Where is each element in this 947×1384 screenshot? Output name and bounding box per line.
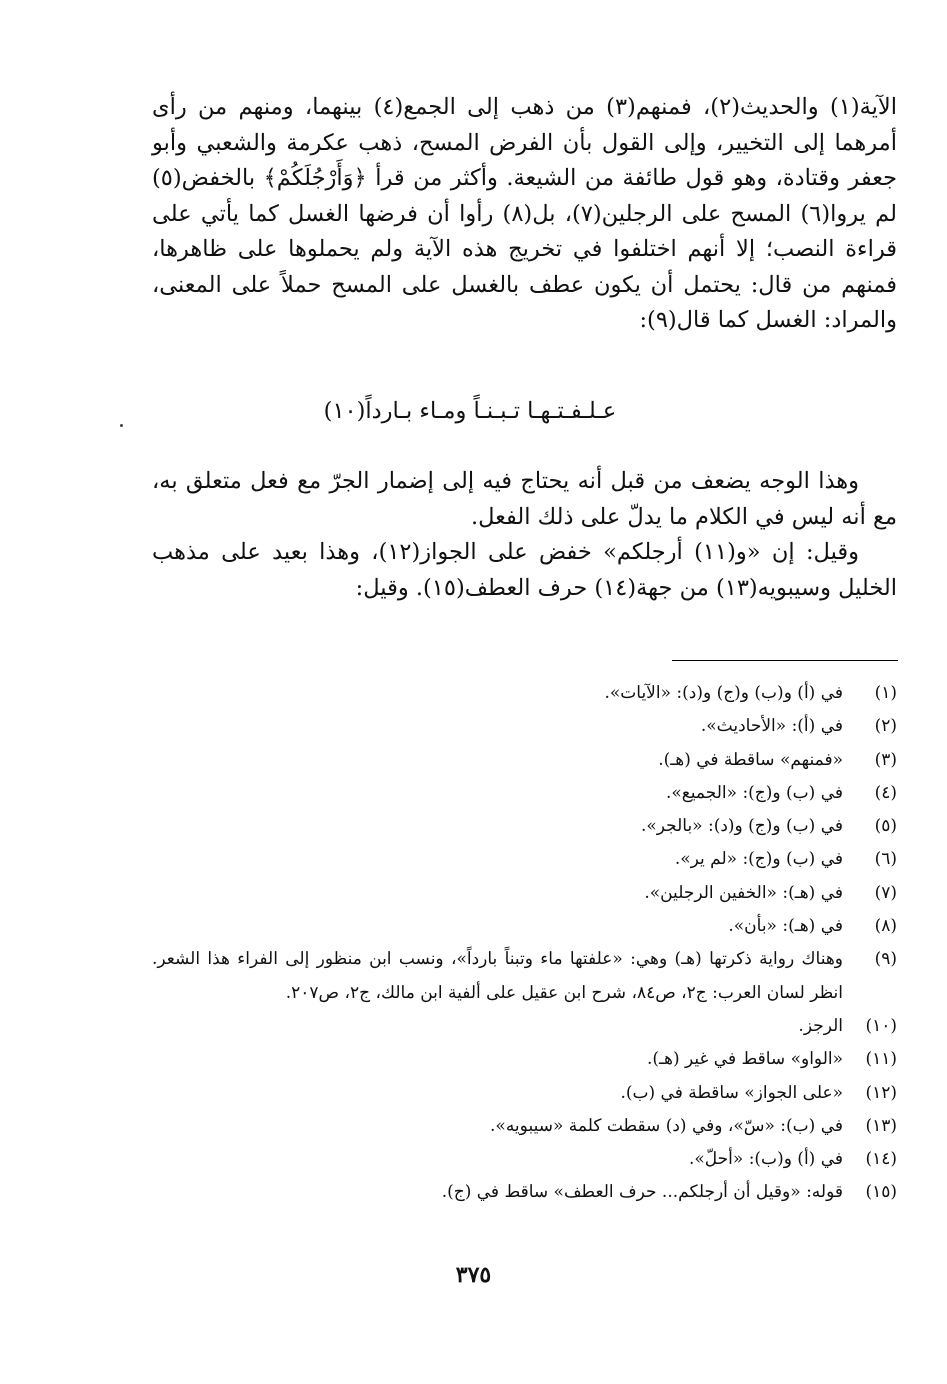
footnote-number: (١٤) [865, 1149, 897, 1170]
paragraph: الآية(١) والحديث(٢)، فمنهم(٣) من ذهب إلى الجمع(٤) بينهما، ومنهم من رأى أمرهما إلى التخيير، وإلى القول بأن الفرض المسح، ذهب عكرمة والشعبي وأبو جعفر وقتادة، وهو قول طائفة من الشيعة. وأكثر من قرأ ﴿وَأَرْجُلَكُمْ﴾ بالخفض(٥) لم يروا(٦) المسح على الرجلين(٧)، بل(٨) رأوا أن فرضها الغسل كما يأتي على قراءة النصب؛ إلا أنهم اختلفوا في تخريج هذه الآية ولم يحملوها على ظاهرها، فمنهم من قال: يحتمل أن يكون عطف بالغسل على المسح حملاً على المعنى، والمراد: الغسل كما قال(٩): [152, 94, 898, 333]
footnote-number: (٤) [874, 782, 897, 803]
footnote-number: (٥) [874, 816, 897, 837]
footnote-text: في (أ) و(ب) و(ج) و(د): «الآيات». [604, 683, 843, 703]
footnote [152, 1043, 897, 1076]
footnote-text: في (ب) و(ج): «الجميع». [665, 782, 843, 803]
stray-ink-dot [120, 424, 123, 427]
main-text-block-continued [152, 464, 897, 606]
footnote-text: الرجز. [798, 1015, 843, 1036]
paragraph: وقيل: إن «و(١١) أرجلكم» خفض على الجواز(١٢)، وهذا بعيد على مذهب الخليل وسيبويه(١٣) من جهة(١٤) حرف العطف(١٥). وقيل: [152, 539, 897, 601]
footnote-number: (١٥) [865, 1182, 897, 1203]
paragraph: وهذا الوجه يضعف من قبل أنه يحتاج فيه إلى إضمار الجرّ مع فعل متعلق به، مع أنه ليس في الكلام ما يدلّ على ذلك الفعل. [152, 468, 897, 530]
footnote-number: (١) [874, 683, 897, 703]
footnote-text: في (ب) و(ج): «لم ير». [674, 849, 843, 870]
footnote-number: (٢) [874, 716, 897, 737]
footnote [152, 777, 897, 810]
page-number: ٣٧٥ [455, 1262, 492, 1288]
footnote [152, 877, 897, 910]
footnote-number: (١٠) [865, 1015, 897, 1036]
footnote-text: «على الجواز» ساقطة في (ب). [620, 1082, 843, 1103]
footnote-divider [672, 660, 898, 661]
footnote [152, 1077, 897, 1110]
footnote [152, 943, 897, 1010]
footnote-number: (١٣) [865, 1115, 897, 1136]
footnote [152, 843, 897, 876]
footnote-text: في (ب) و(ج) و(د): «بالجر». [640, 816, 843, 837]
footnote [152, 1143, 897, 1176]
footnote-text: في (أ) و(ب): «أحلّ». [688, 1149, 843, 1170]
footnote-text: في (هـ): «بأن». [728, 916, 843, 937]
footnote-text: في (هـ): «الخفين الرجلين». [644, 882, 843, 903]
footnotes-list [152, 677, 897, 1210]
main-text-block [152, 90, 897, 339]
footnote-number: (١٢) [865, 1082, 897, 1103]
footnote [152, 1110, 897, 1143]
footnote [152, 1010, 897, 1043]
footnote [152, 710, 897, 743]
footnote [152, 677, 897, 710]
footnote [152, 1176, 897, 1209]
poetry-verse: عـلـفـتـهـا تـبـنـاً ومـاء بـارداً(١٠) [323, 398, 617, 424]
footnote [152, 744, 897, 777]
footnote-number: (٨) [874, 916, 897, 937]
footnote-text: في (ب): «سّ»، وفي (د) سقطت كلمة «سيبويه». [490, 1115, 843, 1136]
footnote-text: «فمنهم» ساقطة في (هـ). [658, 749, 843, 770]
footnote-text: وهناك رواية ذكرتها (هـ) وهي: «علفتها ماء وتبناً بارداً»، ونسب ابن منظور إلى الفراء هذا الشعر. انظر لسان العرب: ج٢، ص٨٤، شرح ابن عقيل على ألفية ابن مالك، ج٢، ص٢٠٧. [152, 949, 843, 1003]
footnote-number: (٩) [874, 949, 897, 970]
footnote-number: (٣) [874, 749, 897, 770]
footnote [152, 910, 897, 943]
footnote-number: (٦) [874, 849, 897, 870]
footnote-number: (١١) [865, 1049, 897, 1070]
footnote-text: في (أ): «الأحاديث». [700, 716, 843, 737]
footnote [152, 810, 897, 843]
footnote-text: «الواو» ساقط في غير (هـ). [646, 1049, 843, 1070]
footnote-text: قوله: «وقيل أن أرجلكم... حرف العطف» ساقط في (ج). [441, 1182, 843, 1203]
footnote-number: (٧) [874, 882, 897, 903]
